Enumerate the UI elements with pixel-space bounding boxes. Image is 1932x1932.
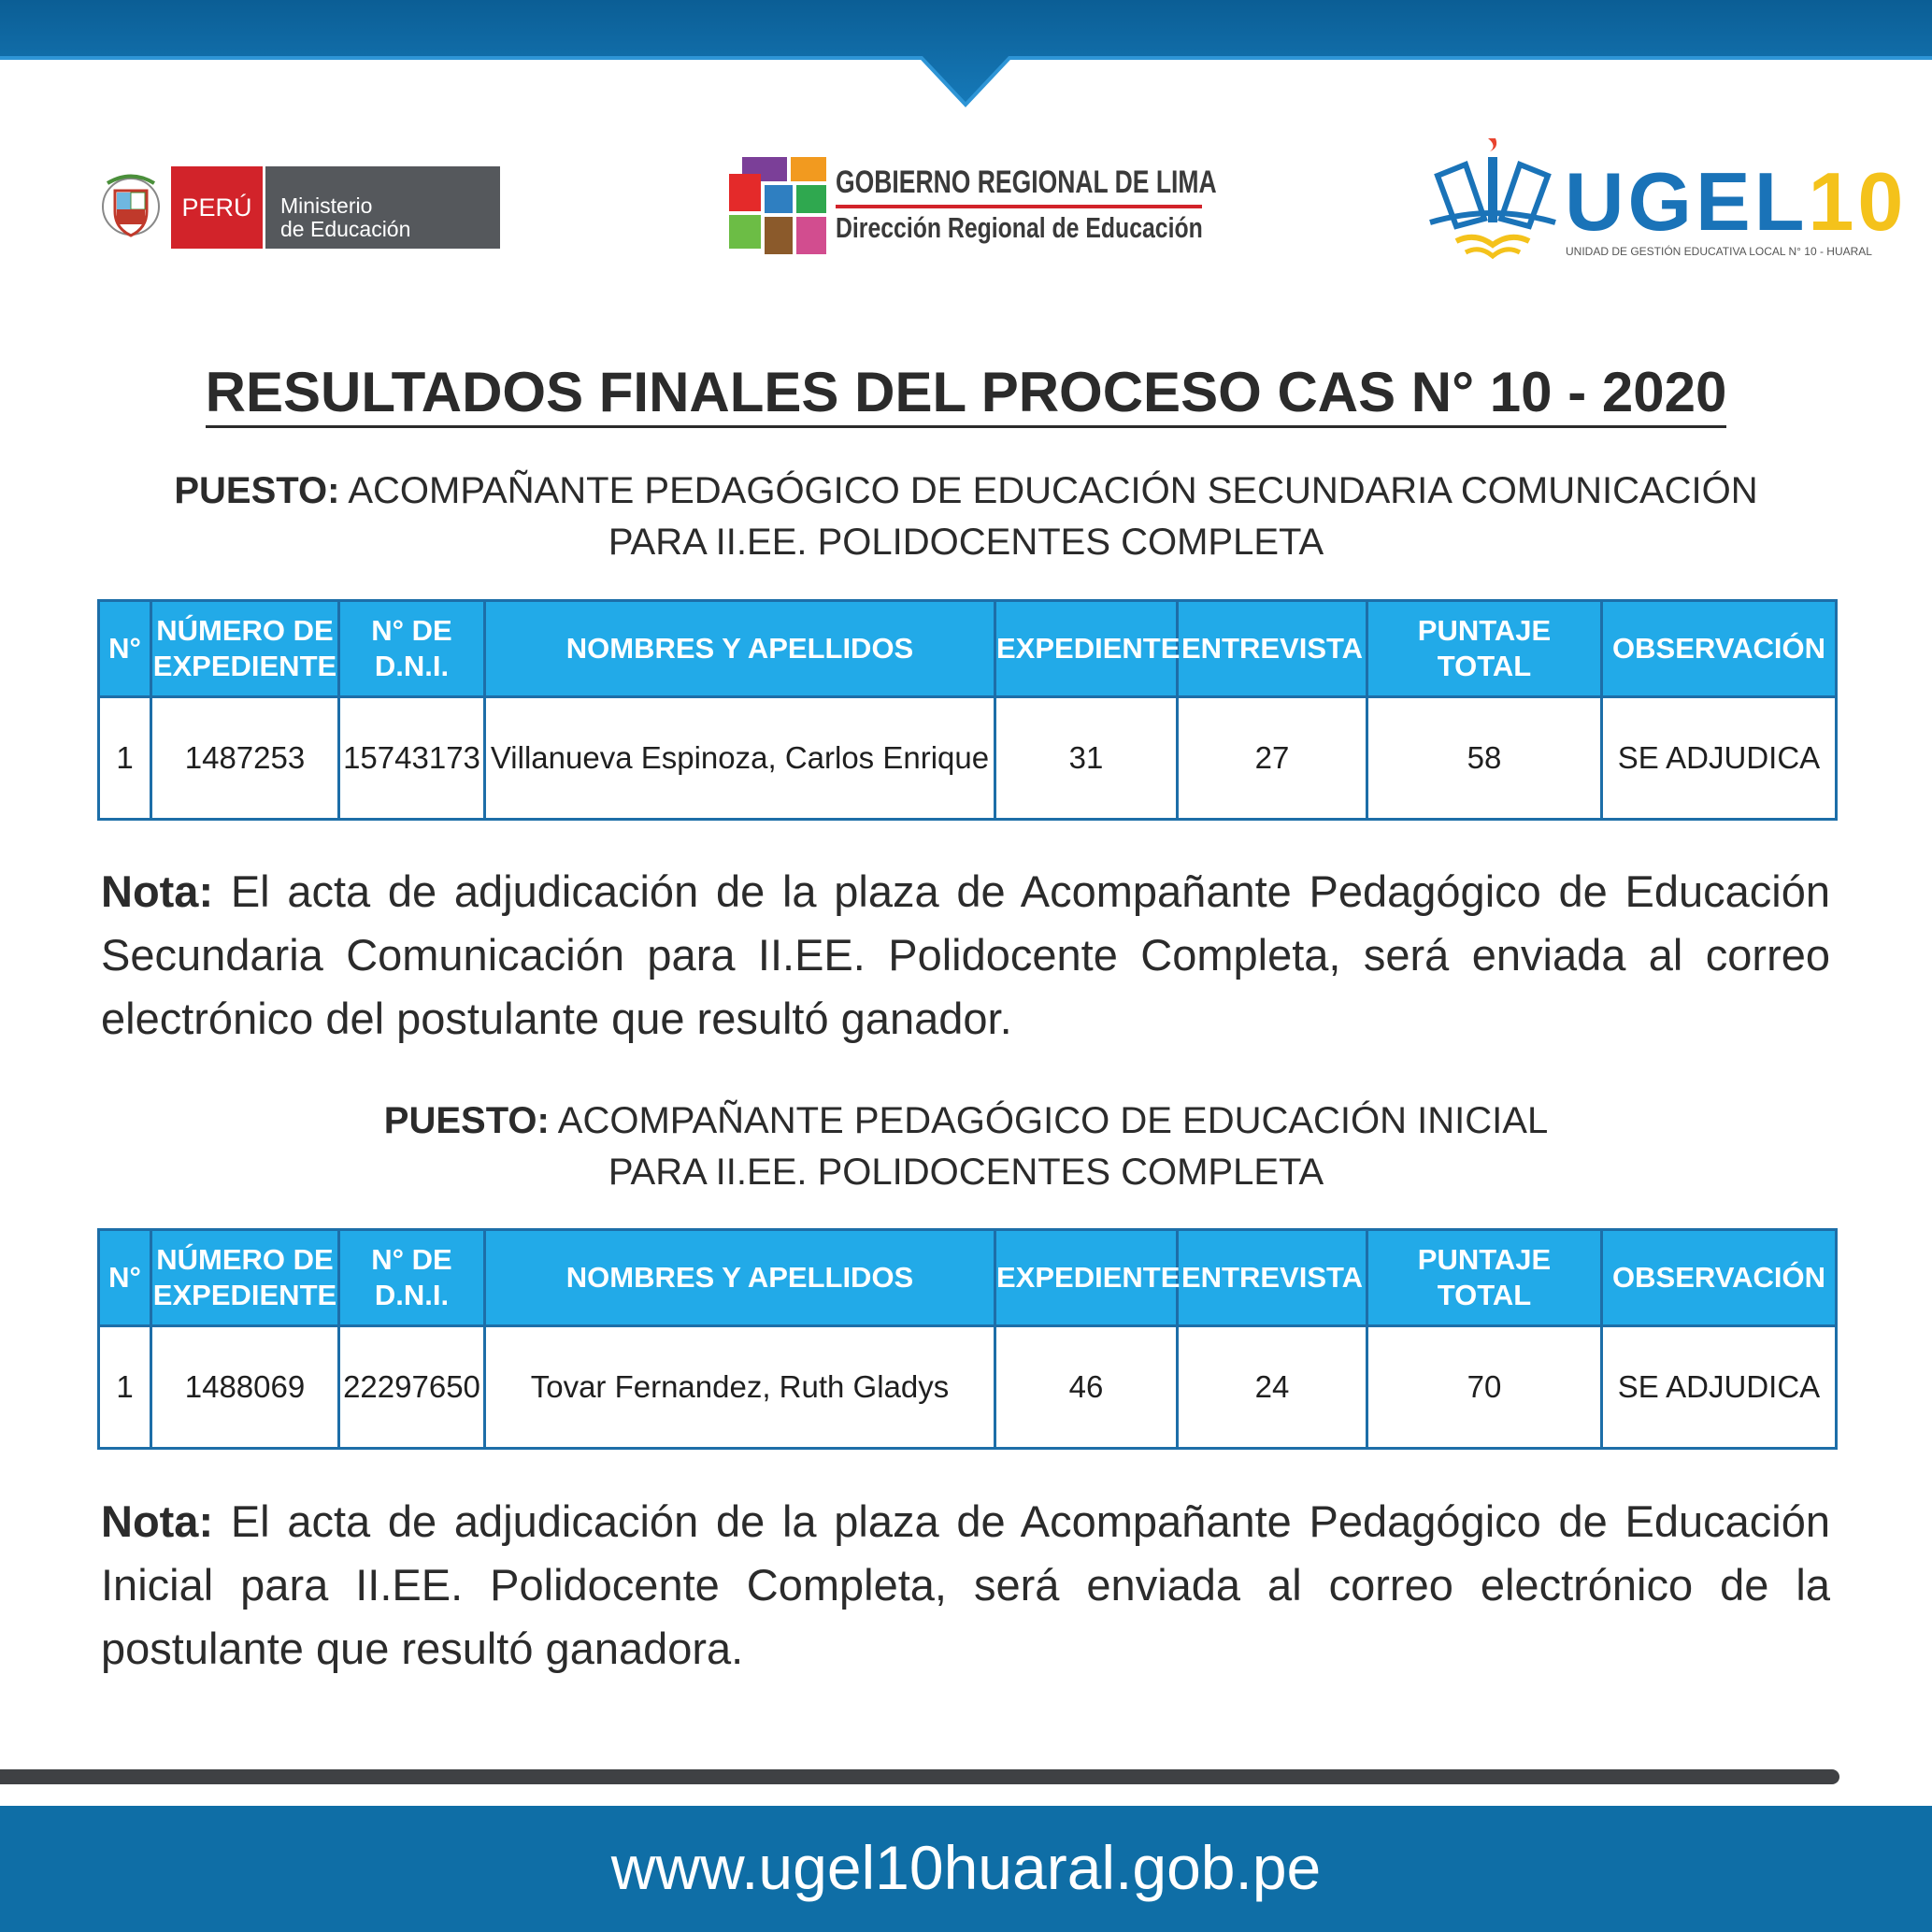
peru-label: PERÚ <box>171 166 263 249</box>
col-num: N° <box>99 1230 151 1326</box>
nota-1: Nota: El acta de adjudicación de la plaza de Acompañante Pedagógico de Educación Secundaria Comunicación para II.EE. Polidocente Completa, será enviada al correo electrónico del postulante que resultó ganador. <box>101 866 1830 1043</box>
cell-entrevista: 24 <box>1178 1326 1367 1449</box>
col-puntaje: PUNTAJE TOTAL <box>1367 601 1602 697</box>
puesto-heading-2: PUESTO: ACOMPAÑANTE PEDAGÓGICO DE EDUCACIÓN INICIAL PARA II.EE. POLIDOCENTES COMPLETA <box>383 1100 1549 1193</box>
gore-divider <box>836 205 1202 208</box>
col-num: N° <box>99 601 151 697</box>
cell-puntaje: 58 <box>1367 697 1602 820</box>
cell-observacion: SE ADJUDICA <box>1602 697 1837 820</box>
cell-dni: 22297650 <box>339 1326 485 1449</box>
open-book-torch-icon <box>1428 138 1559 265</box>
page-title: RESULTADOS FINALES DEL PROCESO CAS N° 10 - 2020 <box>0 360 1932 424</box>
col-expediente: EXPEDIENTE <box>995 1230 1178 1326</box>
results-table-1 <box>97 599 1838 821</box>
minedu-logo <box>98 161 500 254</box>
cell-expediente-num: 1488069 <box>151 1326 339 1449</box>
cell-puntaje: 70 <box>1367 1326 1602 1449</box>
col-dni: N° DE D.N.I. <box>339 1230 485 1326</box>
ugel-wordmark: UGEL10 <box>1565 155 1908 248</box>
cell-observacion: SE ADJUDICA <box>1602 1326 1837 1449</box>
minedu-line2: de Educación <box>280 217 411 241</box>
gore-logo <box>729 157 1217 260</box>
footer-band <box>0 1806 1932 1932</box>
gore-subtitle: Dirección Regional de Educación <box>836 211 1203 244</box>
results-table-2 <box>97 1228 1838 1450</box>
col-puntaje: PUNTAJE TOTAL <box>1367 1230 1602 1326</box>
ugel-subtitle: UNIDAD DE GESTIÓN EDUCATIVA LOCAL N° 10 - HUARAL <box>1566 245 1872 258</box>
col-nombres: NOMBRES Y APELLIDOS <box>485 601 995 697</box>
col-dni: N° DE D.N.I. <box>339 601 485 697</box>
top-band <box>0 0 1932 107</box>
gore-emblem-icon <box>729 157 826 258</box>
cell-num: 1 <box>99 1326 151 1449</box>
cell-expediente: 46 <box>995 1326 1178 1449</box>
col-expediente-num: NÚMERO DE EXPEDIENTE <box>151 1230 339 1326</box>
cell-nombre: Tovar Fernandez, Ruth Gladys <box>485 1326 995 1449</box>
table-row <box>99 697 1837 820</box>
ugel-logo <box>1428 138 1908 265</box>
puesto-heading-1: PUESTO: ACOMPAÑANTE PEDAGÓGICO DE EDUCACIÓN SECUNDARIA COMUNICACIÓN PARA II.EE. POLIDOCENTES COMPLETA <box>174 470 1758 563</box>
cell-entrevista: 27 <box>1178 697 1367 820</box>
col-expediente-num: NÚMERO DE EXPEDIENTE <box>151 601 339 697</box>
footer-divider <box>0 1769 1839 1784</box>
nota-2: Nota: El acta de adjudicación de la plaza de Acompañante Pedagógico de Educación Inicial para II.EE. Polidocente Completa, será enviada al correo electrónico de la postulante que resultó ganadora. <box>101 1496 1830 1673</box>
cell-expediente-num: 1487253 <box>151 697 339 820</box>
col-observacion: OBSERVACIÓN <box>1602 1230 1837 1326</box>
col-expediente: EXPEDIENTE <box>995 601 1178 697</box>
gore-title: GOBIERNO REGIONAL DE LIMA <box>836 165 1217 200</box>
peru-coat-of-arms-icon <box>98 165 164 249</box>
col-observacion: OBSERVACIÓN <box>1602 601 1837 697</box>
cell-dni: 15743173 <box>339 697 485 820</box>
table-header-row <box>99 1230 1837 1326</box>
table-row <box>99 1326 1837 1449</box>
cell-nombre: Villanueva Espinoza, Carlos Enrique <box>485 697 995 820</box>
col-nombres: NOMBRES Y APELLIDOS <box>485 1230 995 1326</box>
col-entrevista: ENTREVISTA <box>1178 601 1367 697</box>
minedu-line1: Ministerio <box>280 193 373 218</box>
cell-expediente: 31 <box>995 697 1178 820</box>
col-entrevista: ENTREVISTA <box>1178 1230 1367 1326</box>
table-header-row <box>99 601 1837 697</box>
cell-num: 1 <box>99 697 151 820</box>
footer-url-link[interactable]: www.ugel10huaral.gob.pe <box>610 1833 1322 1902</box>
